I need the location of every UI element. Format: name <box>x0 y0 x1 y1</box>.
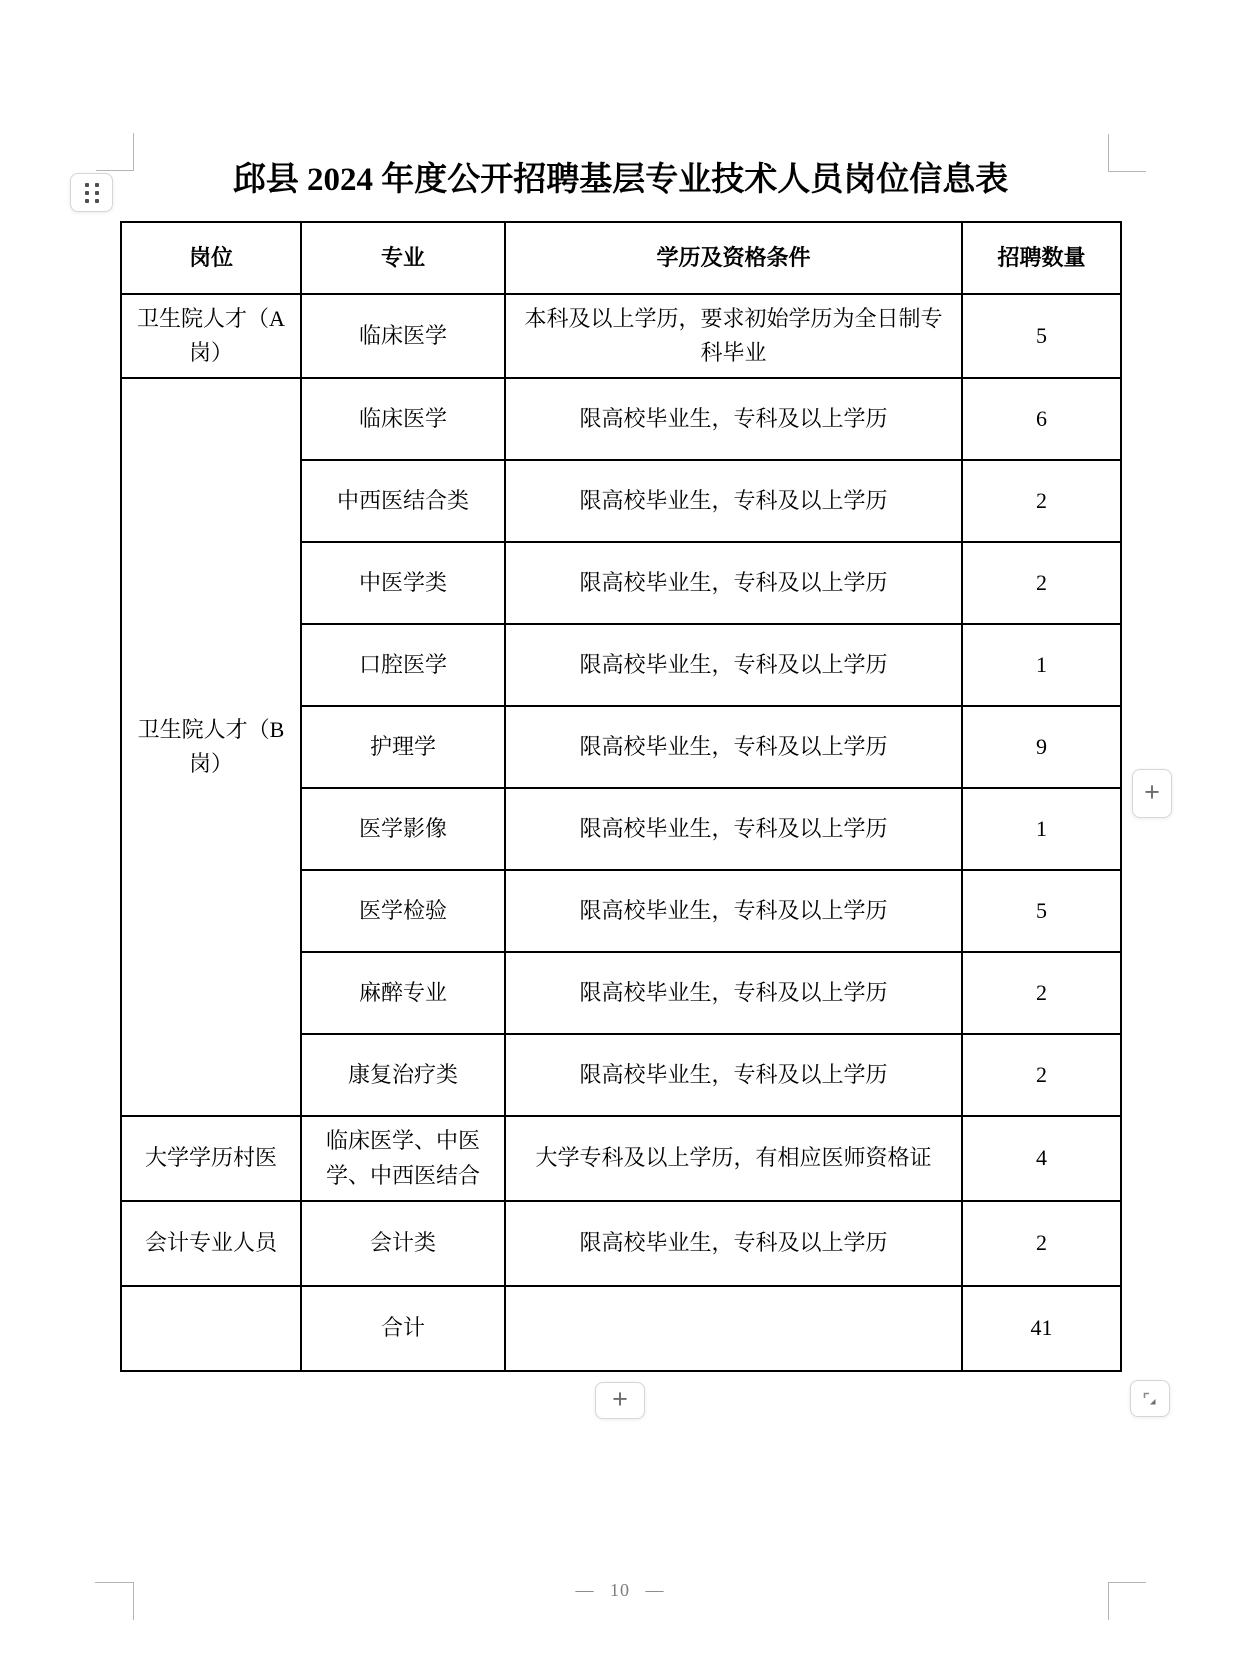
positions-table <box>120 221 1122 1372</box>
major-cell: 护理学 <box>301 706 505 788</box>
col-header-requirement: 学历及资格条件 <box>505 222 962 294</box>
position-cell: 卫生院人才（B岗） <box>121 378 301 1116</box>
requirement-cell: 限高校毕业生，专科及以上学历 <box>505 1034 962 1116</box>
count-cell: 2 <box>962 952 1121 1034</box>
add-row-button[interactable] <box>595 1382 645 1419</box>
page-corner-mark-top-right-horizontal <box>1108 171 1146 172</box>
count-cell: 2 <box>962 1201 1121 1286</box>
requirement-cell: 限高校毕业生，专科及以上学历 <box>505 624 962 706</box>
position-cell: 会计专业人员 <box>121 1201 301 1286</box>
table-row <box>121 1201 1121 1286</box>
count-cell: 5 <box>962 870 1121 952</box>
add-column-button[interactable] <box>1132 769 1172 818</box>
table-row <box>121 378 1121 460</box>
major-cell: 中西医结合类 <box>301 460 505 542</box>
count-cell: 1 <box>962 788 1121 870</box>
requirement-cell: 本科及以上学历，要求初始学历为全日制专科毕业 <box>505 294 962 378</box>
requirement-cell: 限高校毕业生，专科及以上学历 <box>505 706 962 788</box>
requirement-cell: 限高校毕业生，专科及以上学历 <box>505 870 962 952</box>
plus-icon: + <box>1144 777 1160 807</box>
major-cell: 临床医学 <box>301 378 505 460</box>
position-cell: 大学学历村医 <box>121 1116 301 1201</box>
requirement-cell: 限高校毕业生，专科及以上学历 <box>505 788 962 870</box>
requirement-cell: 大学专科及以上学历，有相应医师资格证 <box>505 1116 962 1201</box>
requirement-cell: 限高校毕业生，专科及以上学历 <box>505 542 962 624</box>
requirement-cell <box>505 1286 962 1371</box>
major-cell: 临床医学、中医学、中西医结合 <box>301 1116 505 1201</box>
expand-table-button[interactable] <box>1130 1380 1170 1417</box>
page-corner-mark-top-right-vertical <box>1108 134 1109 172</box>
drag-dots-icon <box>85 183 99 203</box>
expand-icon <box>1141 1390 1159 1408</box>
page-title: 邱县 2024 年度公开招聘基层专业技术人员岗位信息表 <box>232 162 1009 198</box>
col-header-major: 专业 <box>301 222 505 294</box>
major-cell: 会计类 <box>301 1201 505 1286</box>
major-cell: 临床医学 <box>301 294 505 378</box>
requirement-cell: 限高校毕业生，专科及以上学历 <box>505 952 962 1034</box>
count-cell: 4 <box>962 1116 1121 1201</box>
plus-icon: + <box>612 1384 628 1414</box>
requirement-cell: 限高校毕业生，专科及以上学历 <box>505 1201 962 1286</box>
table-row <box>121 294 1121 378</box>
major-cell: 中医学类 <box>301 542 505 624</box>
table-header-row <box>121 222 1121 294</box>
col-header-position: 岗位 <box>121 222 301 294</box>
count-cell: 1 <box>962 624 1121 706</box>
major-cell: 医学影像 <box>301 788 505 870</box>
page-corner-mark-top-left-horizontal <box>96 170 134 171</box>
major-cell: 口腔医学 <box>301 624 505 706</box>
count-cell: 2 <box>962 1034 1121 1116</box>
count-cell: 6 <box>962 378 1121 460</box>
total-label-cell: 合计 <box>301 1286 505 1371</box>
position-cell <box>121 1286 301 1371</box>
count-cell: 2 <box>962 460 1121 542</box>
table-drag-handle[interactable] <box>70 173 113 212</box>
total-count-cell: 41 <box>962 1286 1121 1371</box>
requirement-cell: 限高校毕业生，专科及以上学历 <box>505 460 962 542</box>
major-cell: 康复治疗类 <box>301 1034 505 1116</box>
count-cell: 5 <box>962 294 1121 378</box>
position-cell: 卫生院人才（A岗） <box>121 294 301 378</box>
col-header-count: 招聘数量 <box>962 222 1121 294</box>
major-cell: 麻醉专业 <box>301 952 505 1034</box>
major-cell: 医学检验 <box>301 870 505 952</box>
page-number: — 10 — <box>575 1580 665 1600</box>
table-row-total <box>121 1286 1121 1371</box>
count-cell: 2 <box>962 542 1121 624</box>
count-cell: 9 <box>962 706 1121 788</box>
table-row <box>121 1116 1121 1201</box>
requirement-cell: 限高校毕业生，专科及以上学历 <box>505 378 962 460</box>
